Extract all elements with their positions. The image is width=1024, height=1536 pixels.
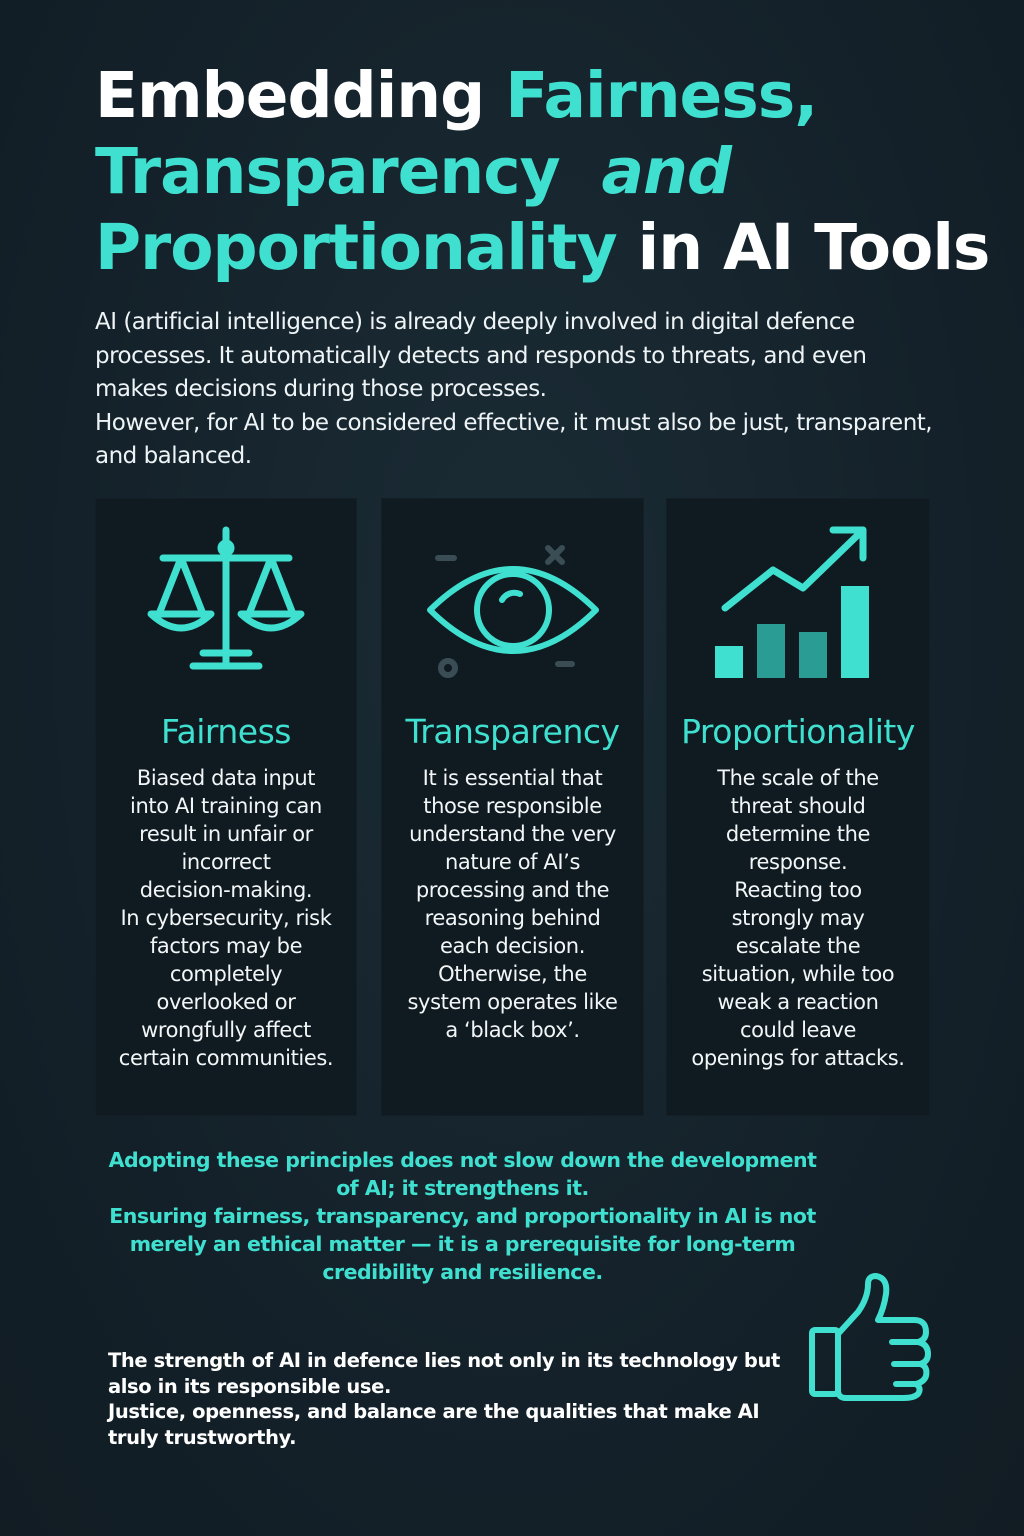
desc-line: situation, while too xyxy=(701,962,895,986)
desc-line: those responsible xyxy=(423,794,602,818)
card-heading-fairness: Fairness xyxy=(161,712,291,751)
title-text-transparency: Transparency xyxy=(95,135,581,208)
desc-line: Biased data input xyxy=(136,766,316,790)
desc-line: could leave xyxy=(739,1018,857,1042)
desc-line: into AI training can xyxy=(130,794,322,818)
desc-line: processing and the xyxy=(415,878,610,902)
intro-text xyxy=(95,306,935,474)
desc-line: reasoning behind xyxy=(424,906,601,930)
desc-line: system operates like xyxy=(407,990,618,1014)
card-proportionality xyxy=(666,498,930,1116)
thumbs-up-icon xyxy=(806,1272,936,1406)
highlight-line: merely an ethical matter — it is a prerequisite for long-term xyxy=(129,1232,796,1256)
desc-line: incorrect xyxy=(181,850,271,874)
highlight-line: Ensuring fairness, transparency, and proportionality in AI is not xyxy=(109,1204,816,1228)
intro-paragraph-1: AI (artificial intelligence) is already deeply involved in digital defence processes. It automatically detects and responds to threats, and even makes decisions during those processes. xyxy=(95,309,867,402)
desc-line: It is essential that xyxy=(422,766,603,790)
title-text-fairness: Fairness, xyxy=(505,59,818,132)
card-desc-fairness xyxy=(109,764,343,1072)
highlight-statement xyxy=(95,1146,830,1286)
desc-line: certain communities. xyxy=(118,1046,334,1070)
desc-line: decision-making. xyxy=(139,878,313,902)
desc-line: The scale of the xyxy=(717,766,879,790)
closing-line: The strength of AI in defence lies not only in its technology but xyxy=(108,1349,780,1372)
desc-line: escalate the xyxy=(735,934,861,958)
desc-line: factors may be xyxy=(149,934,303,958)
desc-line: openings for attacks. xyxy=(691,1046,905,1070)
highlight-line: Adopting these principles does not slow down the development xyxy=(108,1148,817,1172)
closing-line: also in its responsible use. xyxy=(108,1374,391,1398)
title-text-in-ai-tools: in AI Tools xyxy=(616,211,990,284)
card-fairness xyxy=(95,498,357,1116)
page-title xyxy=(95,58,995,286)
intro-paragraph-2: However, for AI to be considered effective, it must also be just, transparent, and balanced. xyxy=(95,409,933,469)
closing-statement xyxy=(108,1348,808,1450)
desc-line: overlooked or xyxy=(156,990,296,1014)
desc-line: Otherwise, the xyxy=(438,962,587,986)
scales-icon xyxy=(95,518,357,688)
principle-cards xyxy=(95,498,930,1116)
desc-line: each decision. xyxy=(440,934,585,958)
desc-line: Reacting too xyxy=(734,878,862,902)
desc-line: understand the very xyxy=(409,822,616,846)
title-text-proportionality: Proportionality xyxy=(95,211,617,284)
desc-line: nature of AI’s xyxy=(445,850,580,874)
desc-line: a ‘black box’. xyxy=(445,1018,580,1042)
desc-line: In cybersecurity, risk xyxy=(120,906,332,930)
desc-line: wrongfully affect xyxy=(141,1018,311,1042)
title-line-3 xyxy=(95,210,995,286)
card-desc-transparency xyxy=(395,764,630,1044)
card-heading-proportionality: Proportionality xyxy=(681,712,915,751)
desc-line: result in unfair or xyxy=(139,822,313,846)
desc-line: threat should xyxy=(730,794,866,818)
title-text-embedding: Embedding xyxy=(95,59,506,132)
closing-line: Justice, openness, and balance are the qualities that make AI xyxy=(108,1400,760,1423)
desc-line: response. xyxy=(748,850,848,874)
closing-line: truly trustworthy. xyxy=(108,1425,297,1449)
card-heading-transparency: Transparency xyxy=(405,712,620,751)
title-text-and: and xyxy=(601,135,731,208)
desc-line: completely xyxy=(169,962,283,986)
title-line-2 xyxy=(95,134,995,210)
desc-line: determine the xyxy=(725,822,871,846)
eye-icon xyxy=(381,518,644,688)
card-desc-proportionality xyxy=(680,764,916,1072)
highlight-line: credibility and resilience. xyxy=(322,1260,603,1284)
title-line-1 xyxy=(95,58,995,134)
growth-chart-icon xyxy=(666,518,930,688)
desc-line: weak a reaction xyxy=(717,990,879,1014)
card-transparency xyxy=(381,498,644,1116)
desc-line: strongly may xyxy=(731,906,865,930)
highlight-line: of AI; it strengthens it. xyxy=(336,1176,589,1200)
